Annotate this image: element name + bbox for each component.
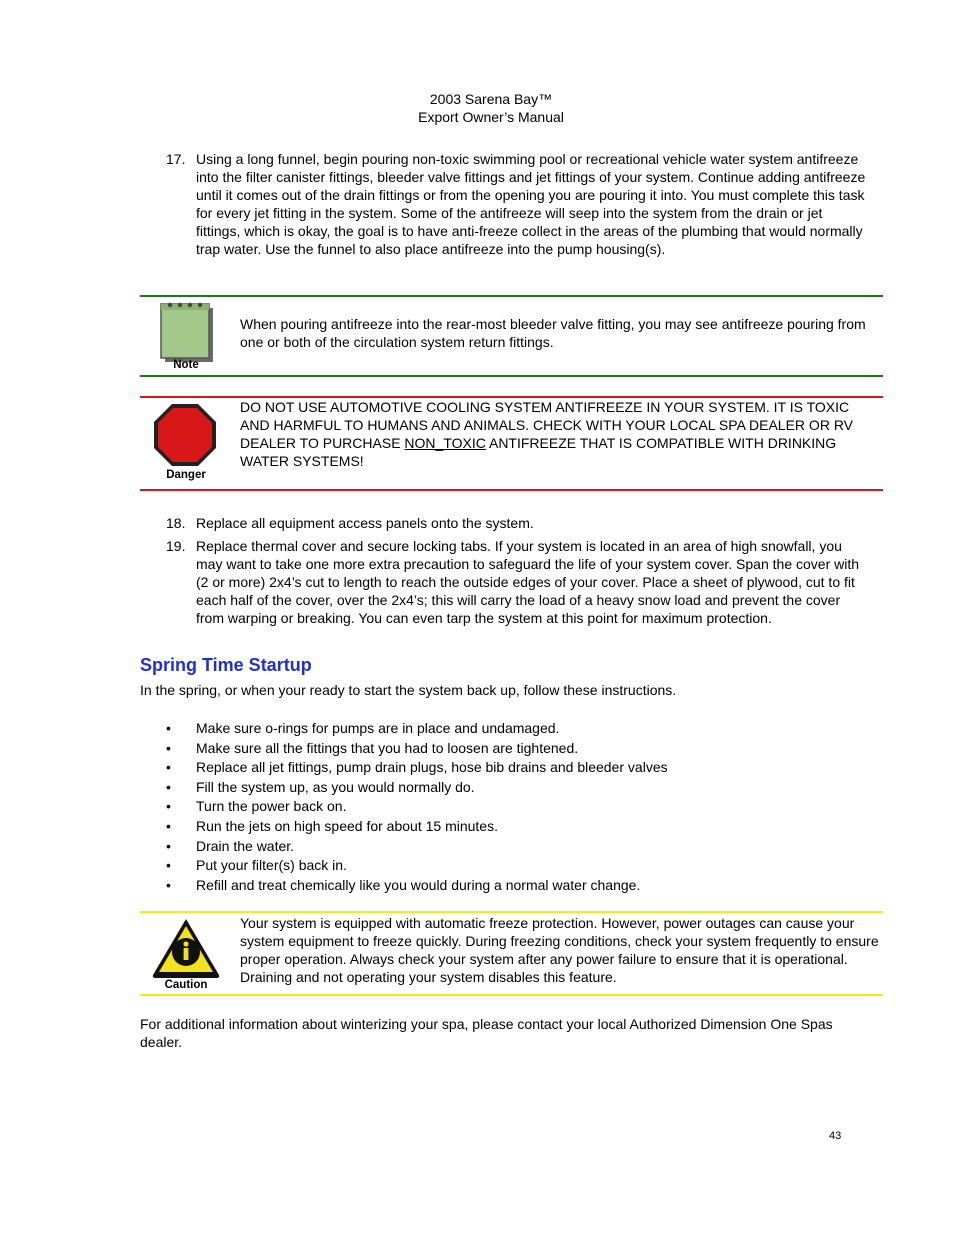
numbered-steps-top bbox=[166, 150, 866, 258]
bullet-icon: • bbox=[166, 857, 171, 874]
note-top-rule bbox=[140, 295, 883, 297]
header-subtitle: Export Owner’s Manual bbox=[418, 109, 564, 125]
danger-text-underlined: NON_TOXIC bbox=[404, 435, 486, 451]
danger-text-start: DO NOT USE AUTOMOTIVE COOLING SYSTEM ANTIFREEZE IN YOUR SYSTEM. IT IS TOXIC AND HARMFUL TO HUMANS AND ANIMALS. CHECK WITH YOUR LOCAL SPA DEALER OR RV DEALER TO PURCHASE bbox=[240, 399, 854, 451]
section-heading: Spring Time Startup bbox=[140, 655, 312, 675]
header-title: 2003 Sarena Bay™ bbox=[429, 91, 553, 107]
bullet-icon: • bbox=[166, 759, 171, 776]
danger-text bbox=[240, 398, 880, 470]
list-item: • Refill and treat chemically like you would during a normal water change. bbox=[166, 876, 641, 893]
caution-label: Caution bbox=[164, 979, 208, 991]
bullet-icon: • bbox=[166, 720, 171, 736]
caution-bottom-rule bbox=[140, 994, 883, 996]
stop-sign-icon bbox=[152, 402, 218, 468]
bullet-icon: • bbox=[166, 876, 171, 893]
danger-bottom-rule bbox=[140, 489, 883, 491]
closing-paragraph: For additional information about winterizing your spa, please contact your local Authorized Dimension One Spas dealer. bbox=[140, 1016, 833, 1050]
note-label: Note bbox=[173, 359, 199, 371]
startup-checklist bbox=[166, 719, 866, 895]
bullet-icon: • bbox=[166, 739, 171, 756]
danger-box bbox=[140, 396, 883, 492]
list-item: • Replace all jet fittings, pump drain plugs, hose bib drains and bleeder valves bbox=[166, 759, 668, 776]
list-item: • Run the jets on high speed for about 15 minutes. bbox=[166, 817, 498, 834]
step-item bbox=[166, 150, 866, 258]
list-item: • Drain the water. bbox=[166, 837, 295, 854]
step-number: 19. bbox=[166, 538, 186, 554]
document-header bbox=[0, 90, 954, 126]
bullet-icon: • bbox=[166, 798, 171, 815]
section-intro: In the spring, or when your ready to start the system back up, follow these instructions. bbox=[140, 682, 677, 698]
note-bottom-rule bbox=[140, 375, 883, 377]
step-number: 18. bbox=[166, 515, 186, 531]
list-item: • Make sure all the fittings that you had to loosen are tightened. bbox=[166, 739, 579, 756]
danger-text-end: ANTIFREEZE THAT IS COMPATIBLE WITH DRINKING WATER SYSTEMS! bbox=[240, 435, 837, 469]
step-number: 17. bbox=[166, 151, 186, 167]
list-item: • Put your filter(s) back in. bbox=[166, 857, 347, 874]
numbered-steps-bottom bbox=[166, 514, 866, 627]
step-text: Using a long funnel, begin pouring non-toxic swimming pool or recreational vehicle water system antifreeze into the filter canister fittings, bleeder valve fittings and jet fittings of your system. Continue adding antifreeze until it comes out of the drain fittings or from the opening you are pouring it into. You must complete this task for every jet fitting in the system. Some of the antifreeze will seep into the system from the drain or jet fittings, which is okay, the goal is to have anti-freeze collect in the areas of the plumbing that would normally trap water. Use the funnel to also place antifreeze into the pump housing(s). bbox=[196, 151, 866, 257]
caution-info-icon bbox=[151, 917, 221, 979]
note-text: When pouring antifreeze into the rear-most bleeder valve fitting, you may see antifreeze pouring from one or both of the circulation system return fittings. bbox=[240, 316, 866, 350]
list-item: • Turn the power back on. bbox=[166, 798, 347, 815]
bullet-icon: • bbox=[166, 837, 171, 854]
caution-box bbox=[140, 911, 883, 997]
list-item: • Make sure o-rings for pumps are in place and undamaged. bbox=[166, 720, 560, 736]
bullet-icon: • bbox=[166, 817, 171, 834]
page-number: 43 bbox=[829, 1130, 842, 1142]
caution-text: Your system is equipped with automatic freeze protection. However, power outages can cause your system equipment to freeze quickly. During freezing conditions, check your system frequently to ensure proper operation. Always check your system after any power failure to ensure that it is operational. Draining and not operating your system disables this feature. bbox=[240, 915, 879, 985]
caution-top-rule bbox=[140, 911, 883, 913]
list-item: • Fill the system up, as you would normally do. bbox=[166, 778, 475, 795]
step-item bbox=[166, 537, 866, 627]
notepad-icon bbox=[158, 301, 216, 363]
step-text: Replace all equipment access panels onto the system. bbox=[196, 515, 534, 531]
bullet-icon: • bbox=[166, 778, 171, 795]
note-box bbox=[140, 295, 883, 377]
step-text: Replace thermal cover and secure locking tabs. If your system is located in an area of high snowfall, you may want to take one more extra precaution to safeguard the life of your system cover. Span the cover with (2 or more) 2x4’s cut to length to reach the outside edges of your cover. Place a sheet of plywood, cut to fit each half of the cover, over the 2x4’s; this will carry the load of a heavy snow load and prevent the cover from warping or breaking. You can even tarp the system at this point for maximum protection. bbox=[196, 538, 860, 626]
step-item bbox=[166, 514, 866, 532]
danger-label: Danger bbox=[166, 469, 206, 481]
